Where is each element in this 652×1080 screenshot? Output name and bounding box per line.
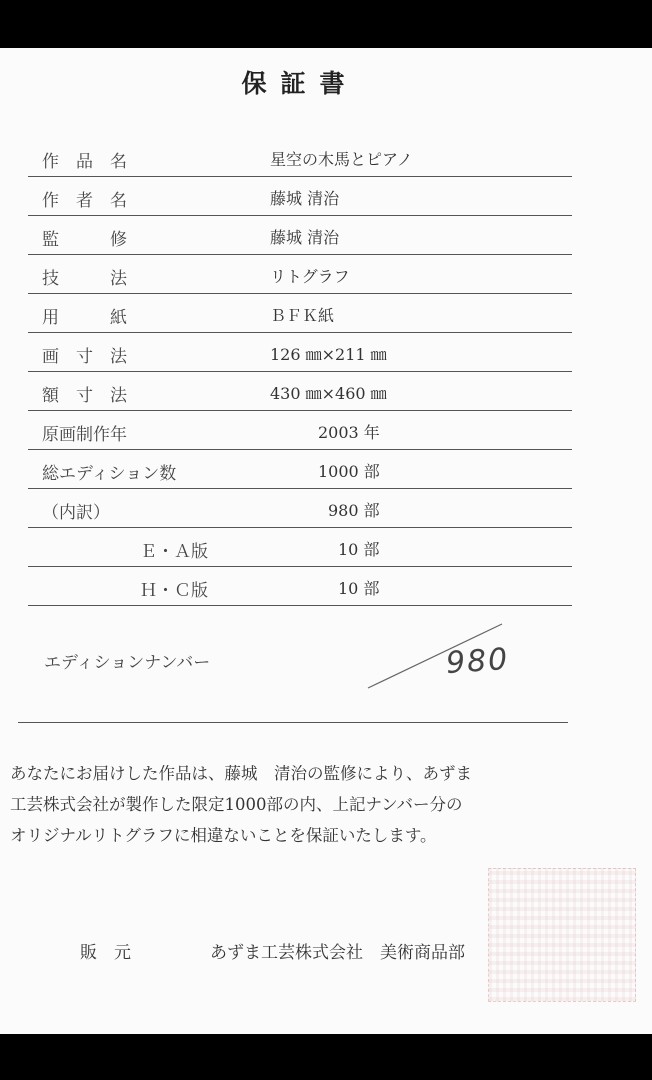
detail-row-value: リトグラフ — [270, 267, 350, 286]
detail-row — [28, 254, 572, 294]
edition-number-label: エディションナンバー — [44, 653, 211, 673]
detail-row-label: （内訳） — [42, 503, 110, 523]
certificate-paper — [0, 48, 652, 1034]
publisher-name: あずま工芸株式会社 美術商品部 — [210, 943, 465, 963]
detail-row — [28, 332, 572, 372]
detail-row-label: 総エディション数 — [42, 464, 177, 484]
detail-row-value: 1000 部 — [318, 462, 380, 481]
detail-row-label: Ｅ・Ａ版 — [140, 542, 208, 562]
detail-row-value: 980 部 — [328, 501, 380, 520]
detail-row-label: 原画制作年 — [42, 425, 127, 445]
detail-row-label: Ｈ・Ｃ版 — [140, 581, 208, 601]
detail-row-value: 藤城 清治 — [270, 228, 340, 247]
detail-row-label: 用 紙 — [42, 308, 127, 328]
statement-line: オリジナルリトグラフに相違ないことを保証いたします。 — [10, 826, 437, 845]
detail-row — [28, 488, 572, 528]
detail-row — [28, 137, 572, 177]
detail-row — [28, 566, 572, 606]
detail-row-value: 126 ㎜×211 ㎜ — [270, 345, 387, 364]
detail-row-value: 10 部 — [338, 579, 380, 598]
detail-row — [28, 410, 572, 450]
edition-number-handwritten: 980 — [444, 641, 511, 682]
detail-row-label: 額 寸 法 — [42, 386, 127, 406]
detail-row-label: 画 寸 法 — [42, 347, 127, 367]
detail-row-value: 2003 年 — [318, 423, 380, 442]
statement-line: あなたにお届けした作品は、藤城 清治の監修により、あずま — [10, 764, 472, 783]
detail-row-value: 430 ㎜×460 ㎜ — [270, 384, 387, 403]
detail-row — [28, 371, 572, 411]
detail-row-label: 作 品 名 — [42, 152, 127, 172]
detail-row-value: 10 部 — [338, 540, 380, 559]
edition-underline — [18, 722, 568, 723]
detail-row-label: 監 修 — [42, 230, 127, 250]
detail-row — [28, 449, 572, 489]
detail-row — [28, 176, 572, 216]
publisher-label: 販 元 — [80, 943, 131, 963]
certificate-title: 保証書 — [241, 69, 359, 98]
guarantee-statement — [10, 758, 610, 851]
statement-line: 工芸株式会社が製作した限定1000部の内、上記ナンバー分の — [10, 795, 463, 814]
detail-row-value: 星空の木馬とピアノ — [270, 150, 413, 169]
detail-row-label: 技 法 — [42, 269, 127, 289]
detail-row — [28, 527, 572, 567]
detail-row — [28, 293, 572, 333]
detail-row-label: 作 者 名 — [42, 191, 127, 211]
detail-row-value: 藤城 清治 — [270, 189, 340, 208]
faded-seal-stamp — [488, 868, 636, 1002]
detail-row-value: ＢＦＫ紙 — [270, 306, 335, 325]
detail-row — [28, 215, 572, 255]
